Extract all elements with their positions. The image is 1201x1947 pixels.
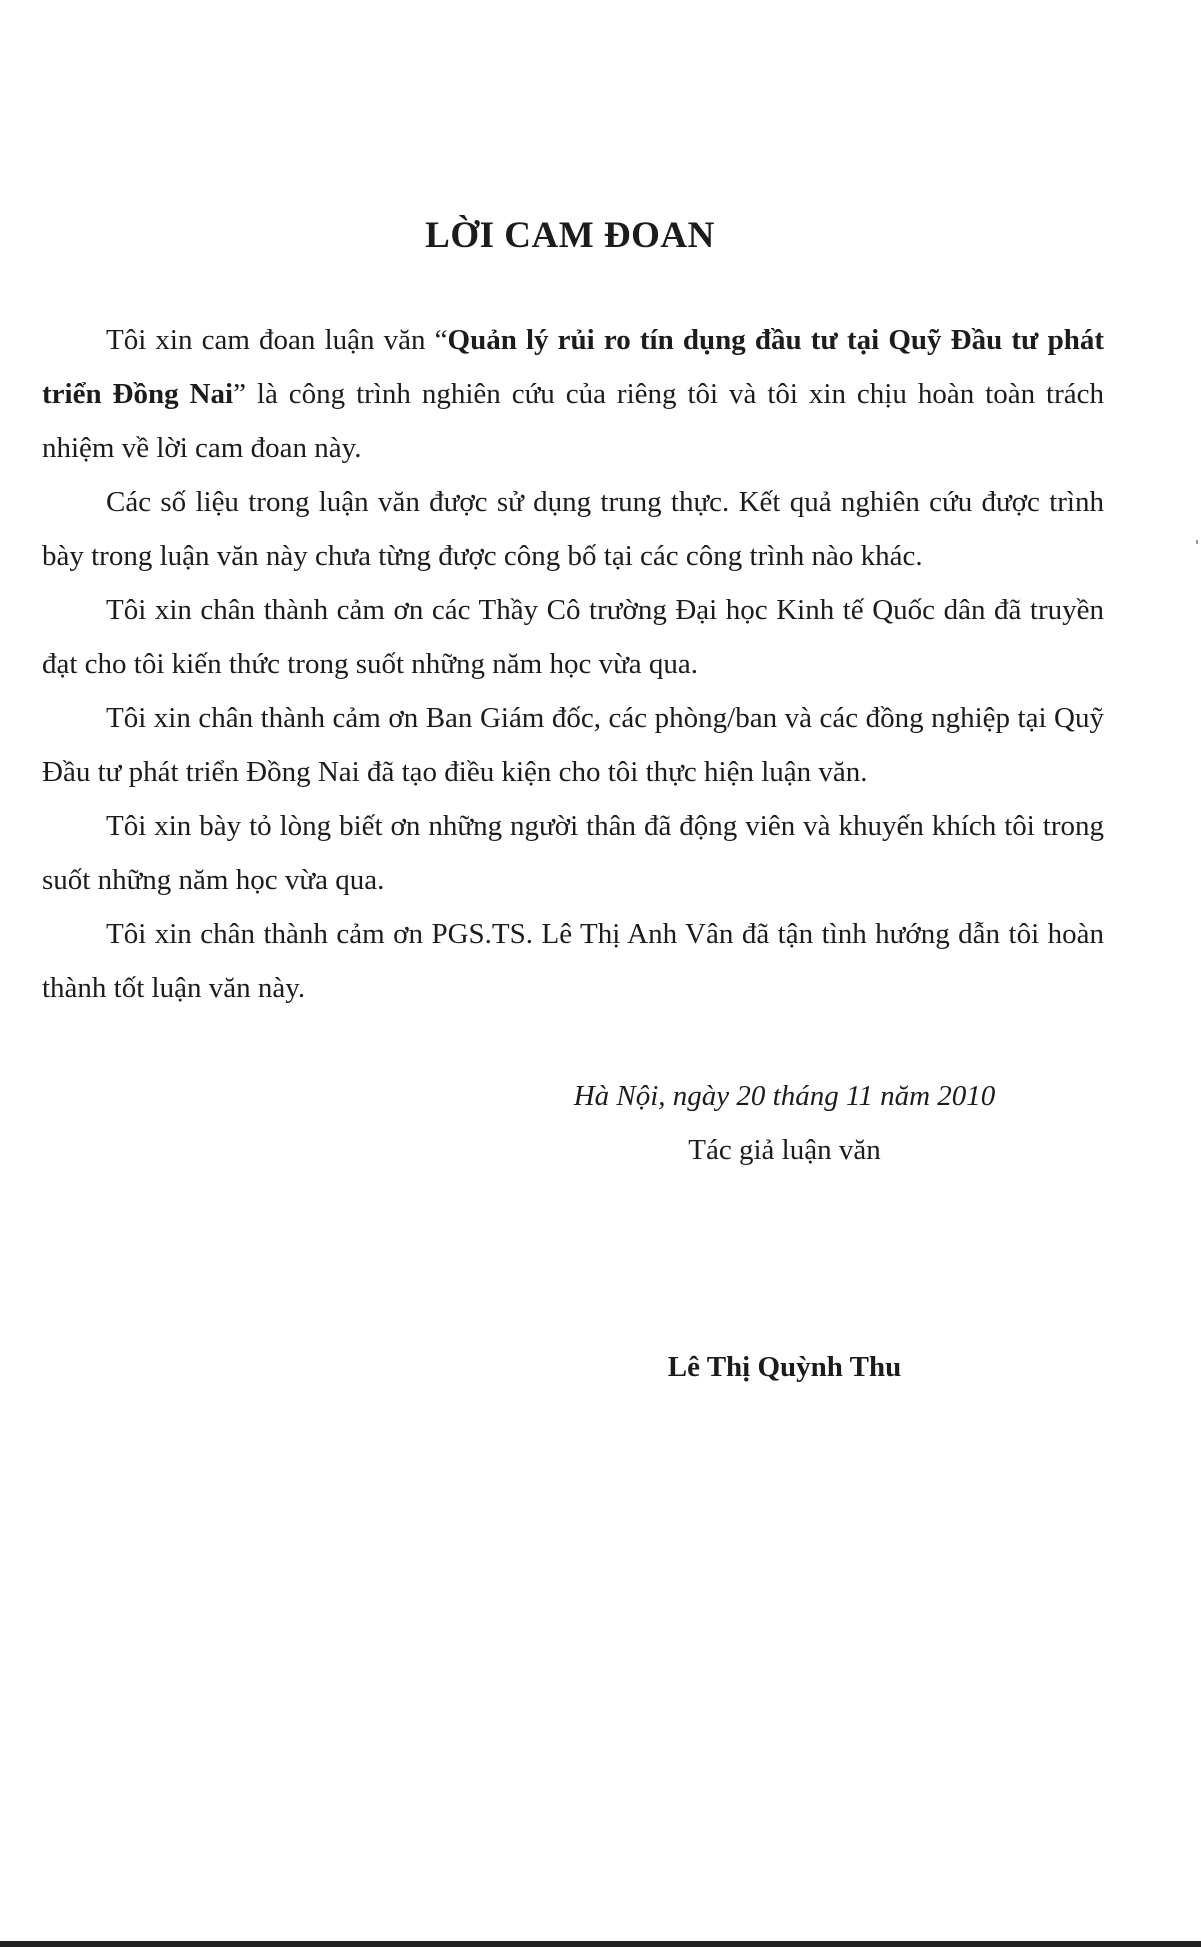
paragraph-3: Tôi xin chân thành cảm ơn các Thầy Cô trường Đại học Kinh tế Quốc dân đã truyền đạt cho tôi kiến thức trong suốt những năm học vừa qua. [42, 594, 1104, 680]
declaration-body [42, 313, 1104, 1015]
paragraph-5: Tôi xin bày tỏ lòng biết ơn những người thân đã động viên và khuyến khích tôi trong suốt những năm học vừa qua. [42, 810, 1104, 896]
paragraph-1-tail: ” là công trình nghiên cứu của riêng tôi và tôi xin chịu hoàn toàn trách nhiệm về lời cam đoan này. [42, 378, 1104, 464]
author-name: Lê Thị Quỳnh Thu [667, 1351, 902, 1383]
paragraph-6: Tôi xin chân thành cảm ơn PGS.TS. Lê Thị Anh Vân đã tận tình hướng dẫn tôi hoàn thành tốt luận văn này. [42, 918, 1104, 1004]
paragraph-4: Tôi xin chân thành cảm ơn Ban Giám đốc, các phòng/ban và các đồng nghiệp tại Quỹ Đầu tư phát triển Đồng Nai đã tạo điều kiện cho tôi thực hiện luận văn. [42, 702, 1104, 788]
paragraph-2: Các số liệu trong luận văn được sử dụng trung thực. Kết quả nghiên cứu được trình bày trong luận văn này chưa từng được công bố tại các công trình nào khác. [42, 486, 1104, 572]
paragraph-1 [42, 313, 1104, 475]
author-label: Tác giả luận văn [688, 1134, 881, 1166]
page-title: LỜI CAM ĐOAN [425, 215, 715, 256]
place-date: Hà Nội, ngày 20 tháng 11 năm 2010 [573, 1080, 996, 1112]
scan-bottom-edge [0, 1941, 1201, 1947]
thesis-title: Quản lý rủi ro tín dụng đầu tư tại Quỹ Đầu tư phát triển Đồng Nai [42, 324, 1104, 410]
paragraph-1-lead: Tôi xin cam đoan luận văn “ [106, 324, 448, 356]
scan-speck [1196, 540, 1198, 544]
